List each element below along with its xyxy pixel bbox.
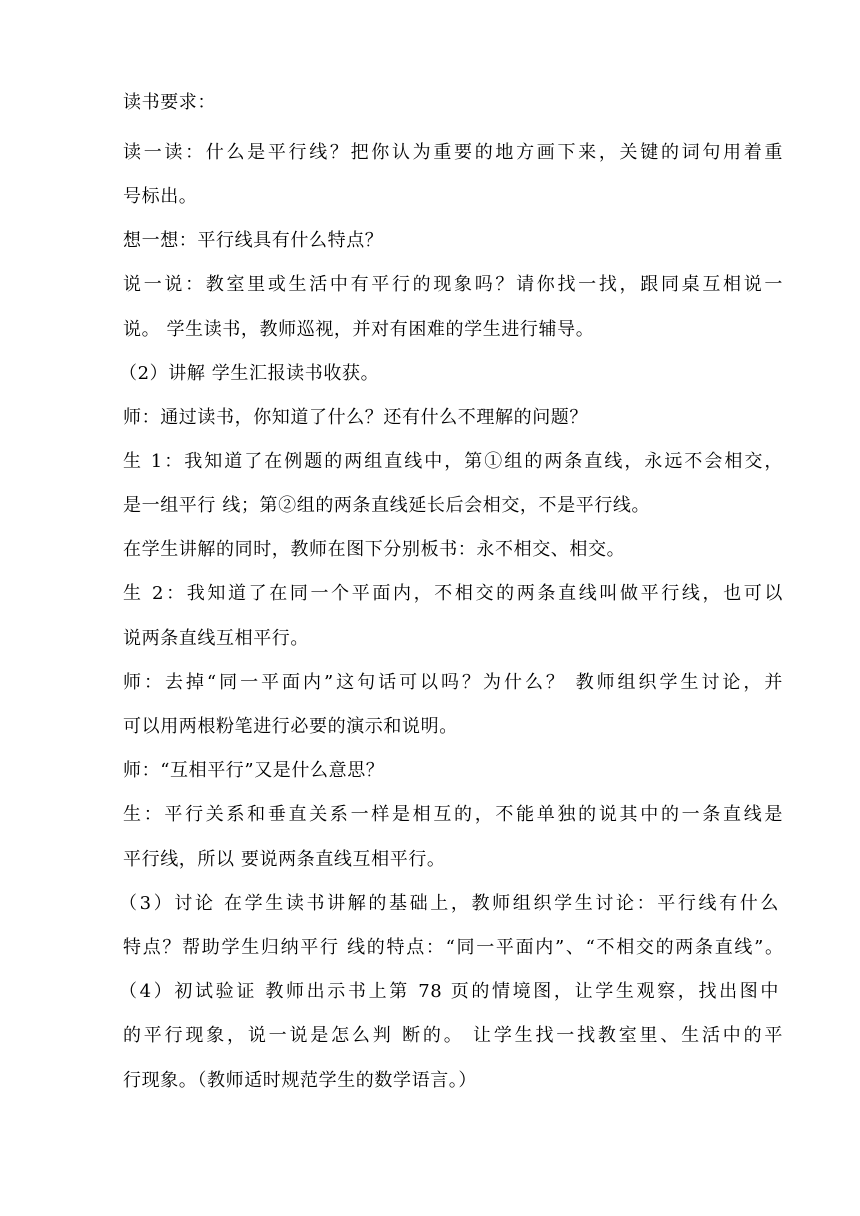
text-line: 行现象。（教师适时规范学生的数学语言。）	[123, 1070, 477, 1091]
text-line: 号标出。	[123, 186, 198, 207]
text-line: （4）初试验证 教师出示书上第 78 页的情境图，让学生观察，找出图中	[119, 981, 779, 1002]
text-line: 可以用两根粉笔进行必要的演示和说明。	[123, 716, 458, 737]
text-line: 师：“互相平行”又是什么意思？	[123, 760, 385, 781]
text-line: 说。 学生读书，教师巡视，并对有困难的学生进行辅导。	[123, 319, 595, 340]
text-line: 是一组平行 线；第②组的两条直线延长后会相交，不是平行线。	[123, 495, 651, 516]
text-line: 读书要求：	[123, 92, 216, 113]
text-line: 生：平行关系和垂直关系一样是相互的，不能单独的说其中的一条直线是	[123, 804, 783, 825]
text-line: 想一想：平行线具有什么特点？	[123, 230, 384, 251]
text-line: （2）讲解 学生汇报读书收获。	[119, 363, 380, 384]
text-line: 生 1：我知道了在例题的两组直线中，第①组的两条直线，永远不会相交，	[123, 451, 783, 472]
text-line: 的平行现象，说一说是怎么判 断的。 让学生找一找教室里、生活中的平	[123, 1025, 783, 1046]
text-line: 读一读：什么是平行线？把你认为重要的地方画下来，关键的词句用着重	[123, 142, 783, 163]
text-line: 在学生讲解的同时，教师在图下分别板书：永不相交、相交。	[123, 539, 626, 560]
text-line: 师：通过读书，你知道了什么？还有什么不理解的问题？	[123, 407, 588, 428]
text-line: 平行线，所以 要说两条直线互相平行。	[123, 849, 446, 870]
text-line: （3）讨论 在学生读书讲解的基础上，教师组织学生讨论：平行线有什么	[119, 893, 779, 914]
text-line: 生 2：我知道了在同一个平面内，不相交的两条直线叫做平行线，也可以	[123, 583, 783, 604]
text-line: 特点？帮助学生归纳平行 线的特点：“同一平面内”、“不相交的两条直线”。	[123, 937, 783, 958]
text-line: 说一说：教室里或生活中有平行的现象吗？请你找一找，跟同桌互相说一	[123, 274, 783, 295]
text-line: 师：去掉“同一平面内”这句话可以吗？为什么？ 教师组织学生讨论，并	[123, 672, 783, 693]
text-line: 说两条直线互相平行。	[123, 628, 309, 649]
